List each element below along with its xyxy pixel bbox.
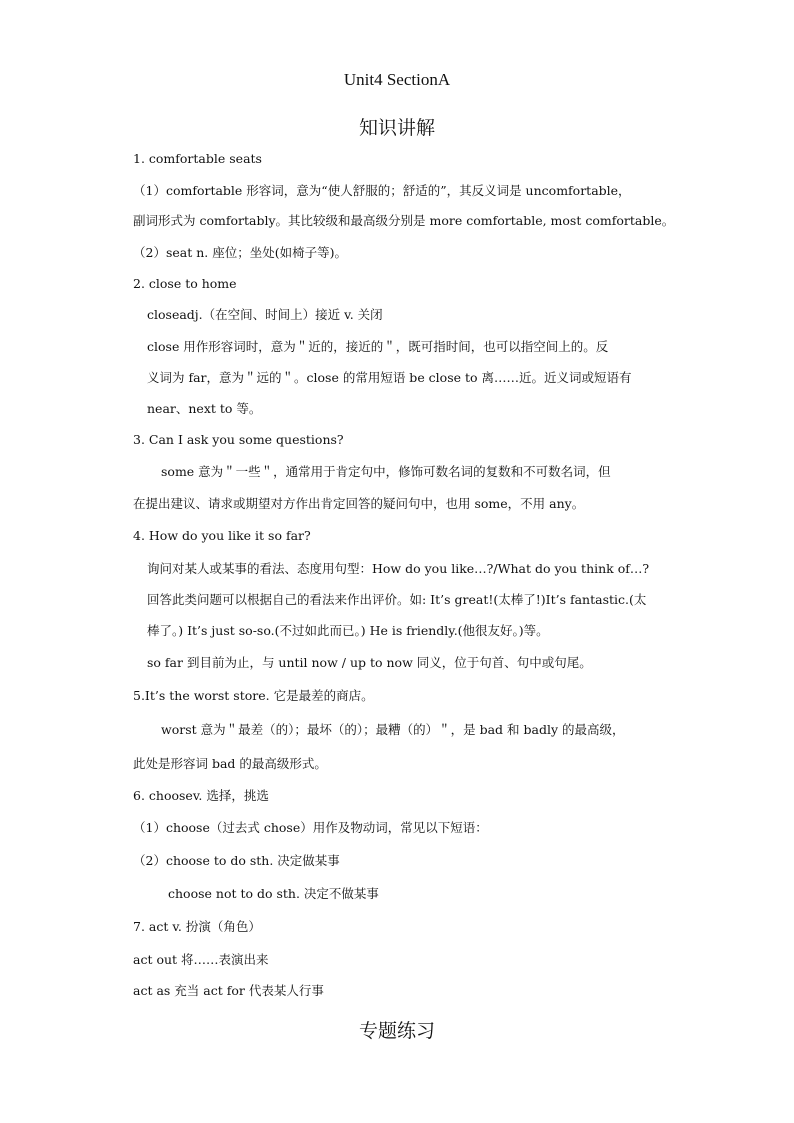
- paragraph-line: some 意为＂一些＂，通常用于肯定句中，修饰可数名词的复数和不可数名词，但: [161, 464, 611, 479]
- item-5-heading: 5.It’s the worst store. 它是最差的商店。: [133, 688, 374, 703]
- item-1-heading: 1. comfortable seats: [133, 151, 262, 166]
- item-7-heading: 7. act v. 扮演（角色）: [133, 919, 261, 934]
- section-title: 知识讲解: [358, 117, 435, 139]
- paragraph-line: act out 将……表演出来: [133, 952, 269, 967]
- item-4-heading: 4. How do you like it so far?: [133, 528, 311, 543]
- paragraph-line: 棒了。) It’s just so-so.(不过如此而已。) He is friendly.(他很友好。)等。: [147, 623, 549, 638]
- paragraph-line: （1）comfortable 形容词，意为“使人舒服的；舒适的”，其反义词是 uncomfortable，: [133, 183, 631, 198]
- paragraph-line: worst 意为＂最差（的）；最坏（的）；最糟（的）＂，是 bad 和 badly 的最高级，: [161, 722, 625, 737]
- paragraph-line: （2）seat n. 座位；坐处(如椅子等)。: [133, 245, 347, 260]
- unit-title: Unit4 SectionA: [343, 70, 451, 89]
- paragraph-line: so far 到目前为止，与 until now / up to now 同义，位于句首、句中或句尾。: [147, 655, 592, 670]
- paragraph-line: 义词为 far，意为＂远的＂。close 的常用短语 be close to 离……近。近义词或短语有: [147, 370, 632, 385]
- paragraph-line: closeadj.（在空间、时间上）接近 v. 关闭: [147, 307, 383, 322]
- item-6-heading: 6. choosev. 选择，挑选: [133, 788, 269, 803]
- paragraph-line: close 用作形容词时，意为＂近的，接近的＂，既可指时间，也可以指空间上的。反: [147, 339, 609, 354]
- paragraph-line: 副词形式为 comfortably。其比较级和最高级分别是 more comfortable, most comfortable。: [133, 213, 675, 228]
- paragraph-line: 回答此类问题可以根据自己的看法来作出评价。如: It’s great!(太棒了!)It’s fantastic.(太: [147, 592, 647, 607]
- item-3-heading: 3. Can I ask you some questions?: [133, 432, 344, 447]
- item-2-heading: 2. close to home: [133, 276, 237, 291]
- paragraph-line: 在提出建议、请求或期望对方作出肯定回答的疑问句中，也用 some，不用 any。: [133, 496, 585, 511]
- paragraph-line: choose not to do sth. 决定不做某事: [168, 886, 379, 901]
- paragraph-line: 询问对某人或某事的看法、态度用句型：How do you like…?/What do you think of…?: [147, 561, 650, 576]
- paragraph-line: 此处是形容词 bad 的最高级形式。: [133, 756, 327, 771]
- paragraph-line: act as 充当 act for 代表某人行事: [133, 983, 324, 998]
- practice-title: 专题练习: [358, 1020, 435, 1042]
- paragraph-line: （2）choose to do sth. 决定做某事: [133, 853, 340, 868]
- paragraph-line: near、next to 等。: [147, 401, 262, 416]
- paragraph-line: （1）choose（过去式 chose）用作及物动词，常见以下短语：: [133, 820, 488, 835]
